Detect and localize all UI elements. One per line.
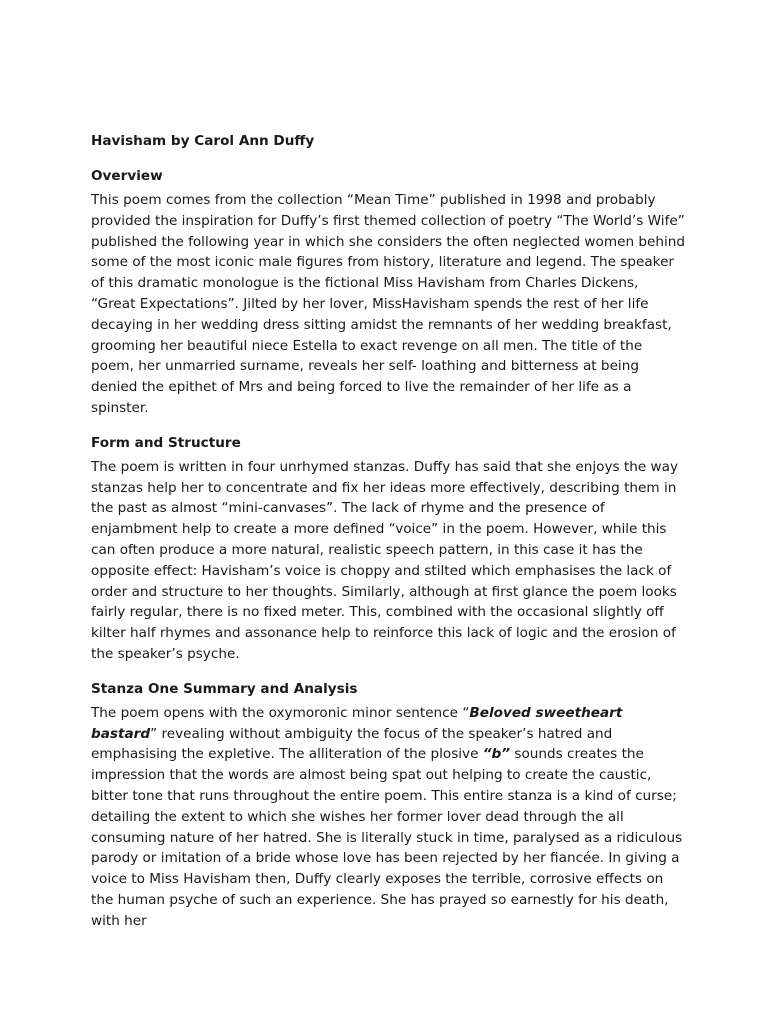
section-heading-stanza-one: Stanza One Summary and Analysis [91,680,358,697]
paragraph-form-structure: The poem is written in four unrhymed stanzas. Duffy has said that she enjoys the way stanzas help her to concentrate and fix her ideas more effectively, describing them in the past as almost “mini-canvases”. The lack of rhyme and the presence of enjambment help to create a more defined “voice” in the poem. However, while this can often produce a more natural, realistic speech pattern, in this case it has the opposite effect: Havisham’s voice is choppy and stilted which emphasises the lack of order and structure to her thoughts. Similarly, although at first glance the poem looks fairly regular, there is no fixed meter. This, combined with the occasional slightly off kilter half rhymes and assonance help to reinforce this lack of logic and the erosion of the speaker’s psyche. [91,458,679,662]
stanza-one-text-b: ” revealing without ambiguity the focus of the speaker’s hatred and emphasising the expletive. The alliteration of the plosive [91,725,613,763]
paragraph-overview: This poem comes from the collection “Mean Time” published in 1998 and probably provided the inspiration for Duffy’s first themed collection of poetry “The World’s Wife” published the following year in which she considers the often neglected women behind some of the most iconic male figures from history, literature and legend. The speaker of this dramatic monologue is the fictional Miss Havisham from Charles Dickens, “Great Expectations”. Jilted by her lover, MissHavisham spends the rest of her life decaying in her wedding dress sitting amidst the remnants of her wedding breakfast, grooming her beautiful niece Estella to exact revenge on all men. The title of the poem, her unmarried surname, reveals her self- loathing and bitterness at being denied the epithet of Mrs and being forced to live the remainder of her life as a spinster. [91,192,686,416]
section-heading-overview: Overview [91,168,163,184]
section-heading-form-structure: Form and Structure [91,434,241,451]
paragraph-stanza-one [91,703,687,932]
quote-beloved-sweetheart-bastard: Beloved sweetheart bastard [91,704,623,742]
document-title: Havisham by Carol Ann Duffy [91,133,315,149]
quote-b-sound: “b” [482,746,511,763]
stanza-one-text-a: The poem opens with the oxymoronic minor sentence “ [91,704,470,721]
document-body [91,131,687,946]
stanza-one-text-c: sounds creates the impression that the words are almost being spat out helping to create the caustic, bitter tone that runs throughout the entire poem. This entire stanza is a kind of curse; detailing the extent to which she wishes her former lover dead through the all consuming nature of her hatred. She is literally stuck in time, paralysed as a ridiculous parody or imitation of a bride whose love has been rejected by her fiancée. In giving a voice to Miss Havisham then, Duffy clearly exposes the terrible, corrosive effects on the human psyche of such an experience. She has prayed so earnestly for his death, with her [91,746,683,929]
